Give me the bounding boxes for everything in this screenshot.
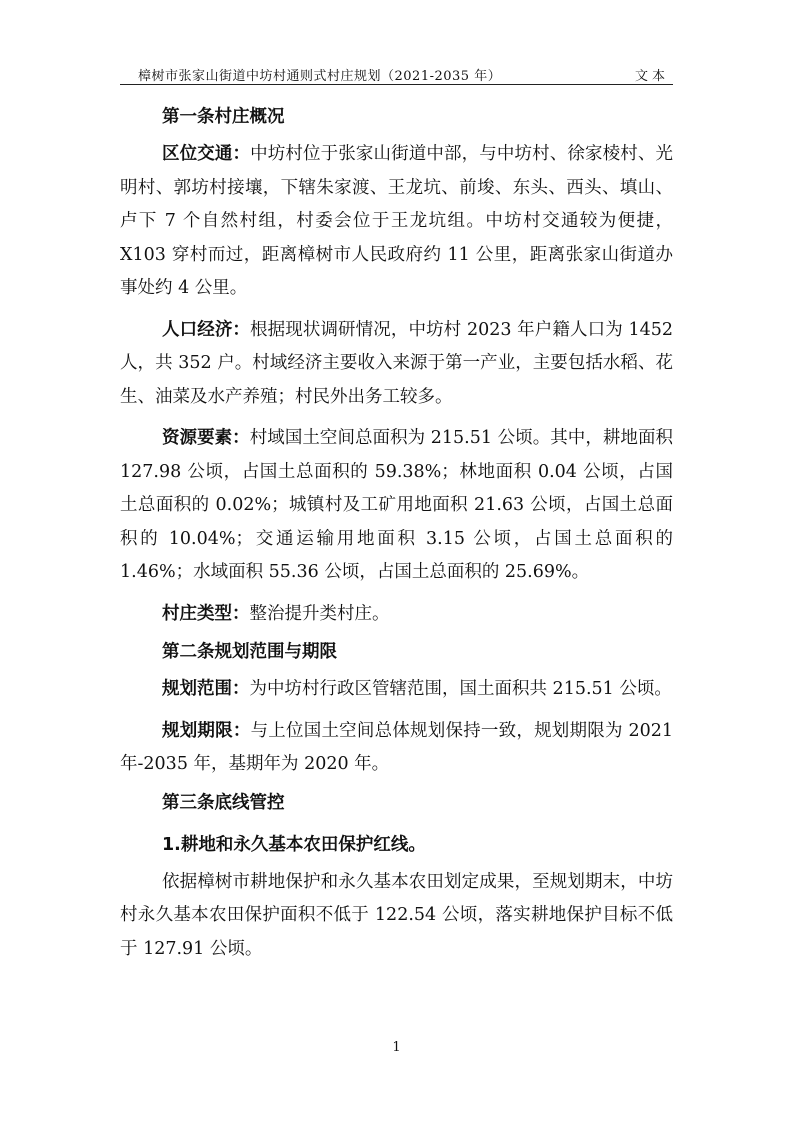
header-doc-type: 文本 bbox=[634, 69, 669, 84]
resources-paragraph bbox=[120, 422, 673, 590]
period-paragraph bbox=[120, 715, 673, 782]
location-paragraph bbox=[120, 138, 673, 306]
scope-lead: 规划范围： bbox=[162, 679, 250, 699]
scope-paragraph bbox=[120, 673, 673, 707]
resources-text: 村域国土空间总面积为 215.51 公顷。其中，耕地面积 127.98 公顷，占国土总面积的 59.38%；林地面积 0.04 公顷，占国土总面积的 0.02%；城镇村及工矿用地面积 21.63 公顷，占国土总面积的 10.04%；交通运输用地面积 3.15 公顷，占国土总面积的 1.46%；水域面积 55.36 公顷，占国土总面积的 25.69%。 bbox=[120, 428, 674, 582]
population-text: 根据现状调研情况，中坊村 2023 年户籍人口为 1452 人，共 352 户。村域经济主要收入来源于第一产业，主要包括水稻、花生、油菜及水产养殖；村民外出务工较多。 bbox=[120, 319, 673, 407]
village-type-text: 整治提升类村庄。 bbox=[249, 603, 390, 624]
section-2-heading: 第二条规划范围与期限 bbox=[162, 642, 337, 662]
header-title: 樟树市张家山街道中坊村通则式村庄规划（2021-2035 年） bbox=[138, 69, 502, 84]
resources-lead: 资源要素： bbox=[162, 428, 250, 448]
period-text: 与上位国土空间总体规划保持一致，规划期限为 2021 年-2035 年，基期年为 2020 年。 bbox=[120, 720, 673, 774]
page-number: 1 bbox=[392, 1040, 401, 1055]
section-3-heading: 第三条底线管控 bbox=[162, 792, 285, 813]
period-lead: 规划期限： bbox=[162, 720, 251, 741]
village-type-paragraph bbox=[120, 598, 673, 632]
page-header bbox=[120, 62, 673, 85]
location-text: 中坊村位于张家山街道中部，与中坊村、徐家棱村、光明村、郭坊村接壤，下辖朱家渡、王龙坑、前埈、东头、西头、填山、卢下 7 个自然村组，村委会位于王龙坑组。中坊村交通较为便捷，X103 穿村而过，距离樟树市人民政府约 11 公里，距离张家山街道办事处约 4 公里。 bbox=[120, 144, 673, 298]
section-1-heading: 第一条村庄概况 bbox=[162, 107, 285, 127]
location-lead: 区位交通： bbox=[162, 144, 251, 164]
population-lead: 人口经济： bbox=[162, 319, 251, 340]
farmland-paragraph: 依据樟树市耕地保护和永久基本农田划定成果，至规划期末，中坊村永久基本农田保护面积不低于 122.54 公顷，落实耕地保护目标不低于 127.91 公顷。 bbox=[120, 871, 673, 959]
document-body bbox=[120, 96, 673, 966]
scope-text: 为中坊村行政区管辖范围，国土面积共 215.51 公顷。 bbox=[249, 679, 672, 699]
population-paragraph bbox=[120, 314, 673, 415]
village-type-lead: 村庄类型： bbox=[162, 603, 250, 624]
subsection-farmland-heading: 1.耕地和永久基本农田保护红线。 bbox=[162, 834, 426, 855]
